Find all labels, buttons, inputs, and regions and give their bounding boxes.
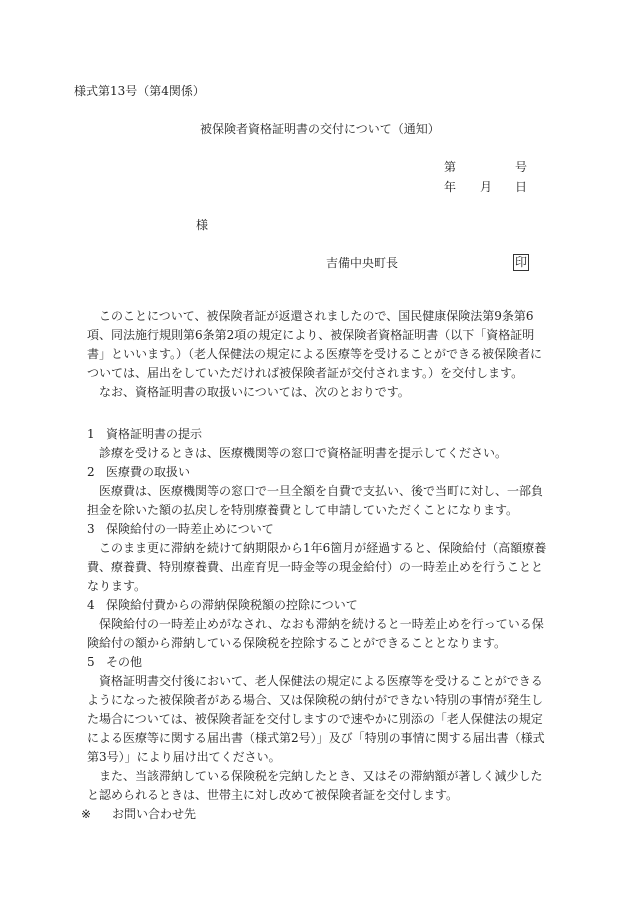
section-1-body: 診療を受けるときは、医療機関等の窓口で資格証明書を提示してください。 [99,446,508,460]
section-5-body-2: また、当該滞納している保険税を完納したとき、又はその滞納額が著しく減少したと認められるときは、世帯主に対し改めて被保険者証を交付します。 [87,769,543,802]
section-1-number: 1 [87,427,95,441]
section-3-number: 3 [87,522,95,536]
sender-name: 吉備中央町長 [326,256,399,270]
section-5-title: その他 [106,655,143,669]
date-year: 年 [444,180,457,194]
date-day: 日 [515,180,528,194]
seal-mark: 印 [514,255,527,269]
number-prefix: 第 [444,160,457,174]
section-4-number: 4 [87,598,95,612]
footer-contact: お問い合わせ先 [112,807,197,821]
footer-mark: ※ [81,807,92,821]
section-1-title: 資格証明書の提示 [106,427,203,441]
section-5-number: 5 [87,655,95,669]
section-2-body: 医療費は、医療機関等の窓口で一旦全額を自費で支払い、後で当町に対し、一部負担金を除いた額の払戻しを特別療養費として申請していただくことになります。 [87,484,544,517]
intro-paragraph: このことについて、被保険者証が返還されましたので、国民健康保険法第9条第6項、同法施行規則第6条第2項の規定により、被保険者資格証明書（以下「資格証明書」といいます。）（老人保健法の規定による医療等を受けることができる被保険者については、届出をしていただければ被保険者証が交付されます。）を交付します。 [87,309,543,380]
section-3-title: 保険給付の一時差止めについて [106,522,274,536]
section-4-body: 保険給付の一時差止めがなされ、なおも滞納を続けると一時差止めを行っている保険給付の額から滞納している保険税を控除することができることとなります。 [87,617,544,650]
section-2-title: 医療費の取扱い [106,465,191,479]
section-3-body: このまま更に滞納を続けて納期限から1年6箇月が経過すると、保険給付（高額療養費、療養費、特別療養費、出産育児一時金等の現金給付）の一時差止めを行うこととなります。 [87,541,547,593]
section-4-title: 保険給付費からの滞納保険税額の控除について [106,598,358,612]
addressee-suffix: 様 [196,218,209,232]
date-month: 月 [480,180,493,194]
form-number: 様式第13号（第4関係） [74,84,205,98]
section-2-number: 2 [87,465,95,479]
number-suffix: 号 [515,160,528,174]
intro-note: なお、資格証明書の取扱いについては、次のとおりです。 [99,385,410,399]
document-title: 被保険者資格証明書の交付について（通知） [200,122,440,136]
section-5-body-1: 資格証明書交付後において、老人保健法の規定による医療等を受けることができるようになった被保険者がある場合、又は保険税の納付ができない特別の事情が発生した場合については、被保険者証を交付しますので速やかに別添の「老人保健法の規定による医療等に関する届出書（様式第2号）」及び「特別の事情に関する届出書（様式第3号）」により届け出てください。 [87,674,545,764]
